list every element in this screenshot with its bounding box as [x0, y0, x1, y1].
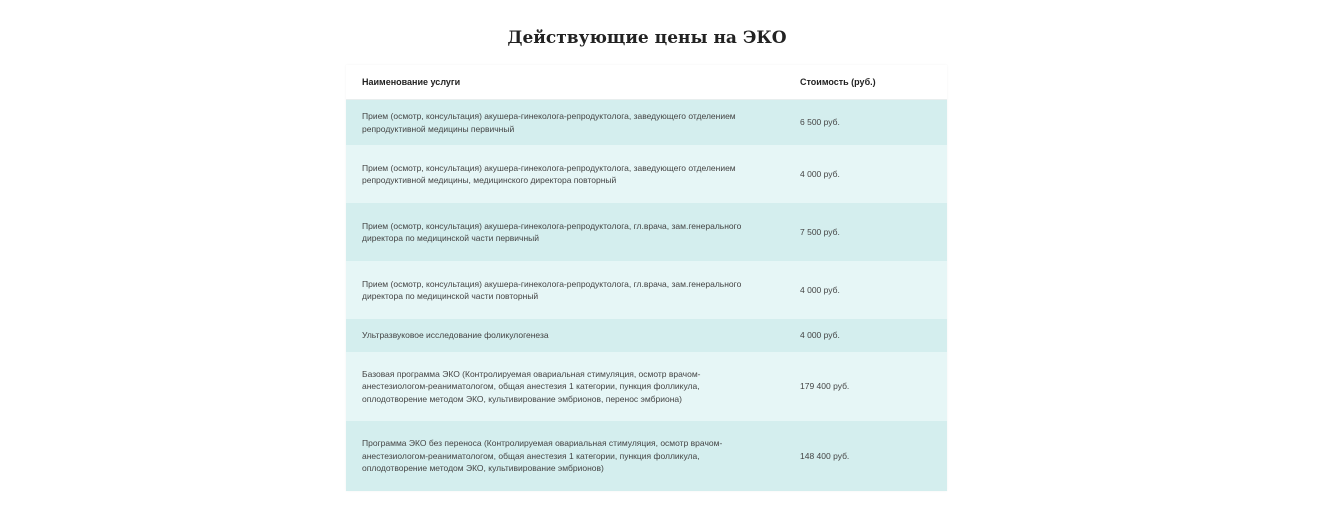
service-cell: Прием (осмотр, консультация) акушера-гинеколога-репродуктолога, заведующего отделением репродуктивной медицины первичный: [346, 100, 784, 146]
page-title: Действующие цены на ЭКО: [507, 28, 787, 48]
table-row: [346, 421, 947, 491]
service-cell: Прием (осмотр, консультация) акушера-гинеколога-репродуктолога, гл.врача, зам.генерального директора по медицинской части повторный: [346, 261, 784, 319]
price-cell: 4 000 руб.: [784, 261, 947, 319]
price-cell: 7 500 руб.: [784, 203, 947, 261]
column-header-price: Стоимость (руб.): [784, 65, 947, 100]
column-header-service: Наименование услуги: [346, 65, 784, 100]
table-row: [346, 352, 947, 421]
table-row: [346, 319, 947, 352]
price-cell: 148 400 руб.: [784, 421, 947, 491]
table-row: [346, 203, 947, 261]
price-cell: 4 000 руб.: [784, 145, 947, 203]
price-table: [346, 65, 947, 491]
service-cell: Прием (осмотр, консультация) акушера-гинеколога-репродуктолога, гл.врача, зам.генерального директора по медицинской части первичный: [346, 203, 784, 261]
table-row: [346, 145, 947, 203]
price-cell: 4 000 руб.: [784, 319, 947, 352]
service-cell: Ультразвуковое исследование фоликулогенеза: [346, 319, 784, 352]
service-cell: Базовая программа ЭКО (Контролируемая овариальная стимуляция, осмотр врачом-анестезиологом-реаниматологом, общая анестезия 1 категории, пункция фолликула, оплодотворение методом ЭКО, культивирование эмбрионов, перенос эмбриона): [346, 352, 784, 421]
price-cell: 6 500 руб.: [784, 100, 947, 146]
price-cell: 179 400 руб.: [784, 352, 947, 421]
service-cell: Программа ЭКО без переноса (Контролируемая овариальная стимуляция, осмотр врачом-анестезиологом-реаниматологом, общая анестезия 1 категории, пункция фолликула, оплодотворение методом ЭКО, культивирование эмбрионов): [346, 421, 784, 491]
table-row: [346, 261, 947, 319]
table-row: [346, 100, 947, 146]
table-header-row: [346, 65, 947, 100]
service-cell: Прием (осмотр, консультация) акушера-гинеколога-репродуктолога, заведующего отделением репродуктивной медицины, медицинского директора повторный: [346, 145, 784, 203]
